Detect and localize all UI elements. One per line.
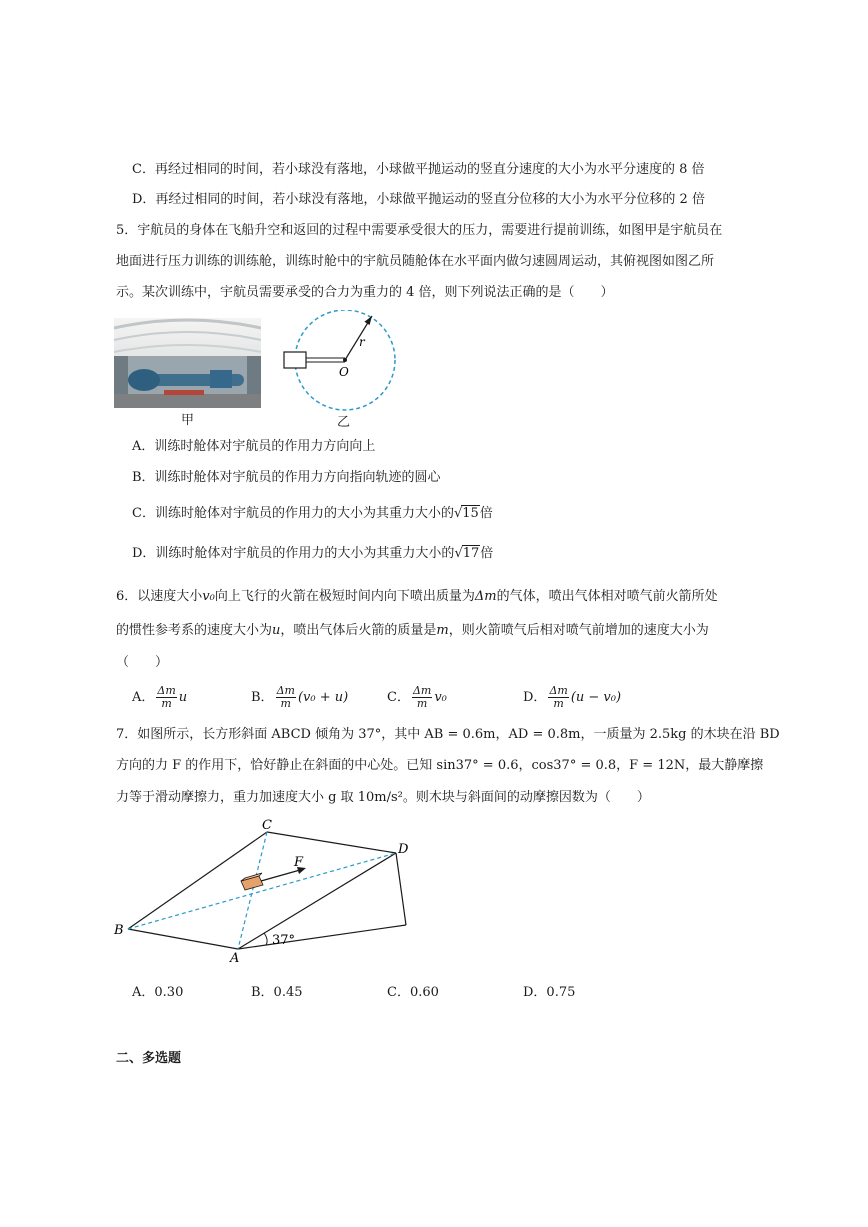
section-title-multiple-choice: 二、多选题 <box>116 1051 182 1066</box>
q4-option-d: D．再经过相同的时间，若小球没有落地，小球做平抛运动的竖直分位移的大小为水平分位移的 2 倍 <box>132 192 705 207</box>
q6-option-a: A． $\frac{\Delta m}{m}$ u <box>132 684 188 710</box>
q5-stem-line-2: 地面进行压力训练的训练舱，训练时舱中的宇航员随舱体在水平面内做匀速圆周运动，其俯视图如图乙所 <box>116 254 715 269</box>
q5-option-a: A．训练时舱体对宇航员的作用力方向向上 <box>132 439 376 454</box>
q7-option-a: A．0.30 <box>132 985 184 1000</box>
fraction: $\frac{\Delta m}{m}$ <box>157 684 176 710</box>
q7-option-c: C．0.60 <box>387 985 439 1000</box>
cabin-box <box>284 352 306 368</box>
q6-stem-line-3: （ ） <box>116 655 169 670</box>
q6-option-b: B． $\frac{\Delta m}{m}$ (v₀ + u) <box>251 684 349 710</box>
q7-stem-line-1: 7．如图所示，长方形斜面 ABCD 倾角为 37°，其中 AB = 0.6m，AD = 0.8m，一质量为 2.5kg 的木块在沿 BD <box>116 727 780 742</box>
figure-a-caption: 甲 <box>181 413 195 428</box>
q7-stem-line-2: 方向的力 F 的作用下，恰好静止在斜面的中心处。已知 sin37° = 0.6，cos37° = 0.8，F = 12N，最大静摩擦 <box>116 758 764 773</box>
q5-option-d: D．训练时舱体对宇航员的作用力的大小为其重力大小的√17倍 <box>132 546 494 561</box>
q6-option-d: D． $\frac{\Delta m}{m}$ (u − v₀) <box>523 684 622 710</box>
incline-diagram <box>106 818 416 968</box>
q6-stem-line-1: 6．以速度大小v₀向上飞行的火箭在极短时间内向下喷出质量为Δm的气体，喷出气体相对喷气前火箭所处 <box>116 589 718 604</box>
wooden-block <box>241 873 263 890</box>
sqrt-17: 17 <box>462 546 480 561</box>
angle-arc <box>264 933 267 945</box>
q6-stem-line-2: 的惯性参考系的速度大小为u，喷出气体后火箭的质量是m，则火箭喷气后相对喷气前增加的速度大小为 <box>116 623 709 638</box>
q5-option-c: C．训练时舱体对宇航员的作用力的大小为其重力大小的√15倍 <box>132 506 493 521</box>
vertex-a-label: A <box>230 951 240 966</box>
top-view-diagram <box>276 310 404 412</box>
vertex-b-label: B <box>114 923 124 938</box>
q4-option-c: C．再经过相同的时间，若小球没有落地，小球做平抛运动的竖直分速度的大小为水平分速度的 8 倍 <box>132 162 705 177</box>
radius-label: r <box>359 335 365 349</box>
q5-stem-line-1: 5．宇航员的身体在飞船升空和返回的过程中需要承受很大的压力，需要进行提前训练，如图甲是宇航员在 <box>116 223 723 238</box>
q7-option-b: B．0.45 <box>251 985 303 1000</box>
figure-b-caption: 乙 <box>337 415 351 430</box>
q7-option-d: D．0.75 <box>523 985 576 1000</box>
force-label: F <box>294 855 304 870</box>
force-arrow <box>261 870 300 881</box>
fraction: $\frac{\Delta m}{m}$ <box>412 684 432 710</box>
vertex-c-label: C <box>262 818 272 833</box>
q5-option-b: B．训练时舱体对宇航员的作用力方向指向轨迹的圆心 <box>132 470 441 485</box>
q6-option-c: C． $\frac{\Delta m}{m}$ v₀ <box>387 684 447 710</box>
sqrt-15: 15 <box>462 506 479 521</box>
angle-label: 37° <box>272 933 296 948</box>
diagonal-bd <box>128 853 396 929</box>
training-cabin-photo <box>114 318 261 408</box>
q7-stem-line-3: 力等于滑动摩擦力，重力加速度大小 g 取 10m/s²。则木块与斜面间的动摩擦因数为（ ） <box>116 790 650 805</box>
q5-stem-line-3: 示。某次训练中，宇航员需要承受的合力为重力的 4 倍，则下列说法正确的是（ ） <box>116 285 614 300</box>
fraction: $\frac{\Delta m}{m}$ <box>549 684 568 710</box>
vertex-d-label: D <box>398 842 409 857</box>
fraction: $\frac{\Delta m}{m}$ <box>276 684 295 710</box>
center-label: O <box>339 365 349 379</box>
